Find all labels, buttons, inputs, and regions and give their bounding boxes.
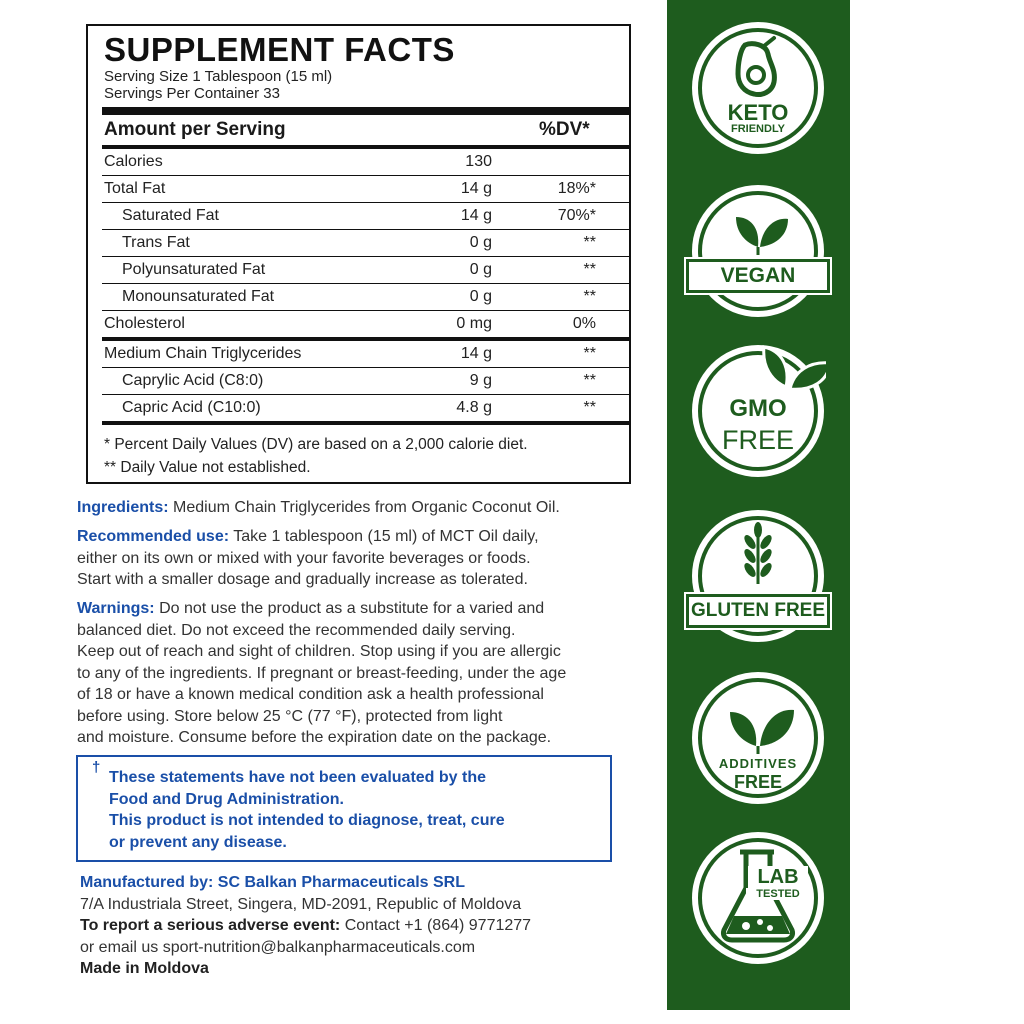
amount-header: Amount per Serving bbox=[104, 119, 286, 140]
warnings-label: Warnings: bbox=[77, 600, 155, 617]
row-name: Trans Fat bbox=[122, 234, 190, 251]
contact-phone: Contact +1 (864) 9771277 bbox=[344, 917, 532, 934]
row-amount: 9 g bbox=[469, 372, 492, 389]
row-amount: 130 bbox=[465, 153, 492, 170]
vegan-badge bbox=[690, 183, 826, 319]
manufacturer-section bbox=[80, 872, 640, 980]
recommended-line: either on its own or mixed with your favorite beverages or foods. bbox=[77, 549, 531, 567]
contact-email: or email us sport-nutrition@balkanpharmaceuticals.com bbox=[80, 938, 476, 956]
warnings-line: Keep out of reach and sight of children. Stop using if you are allergic bbox=[77, 643, 561, 660]
facts-title: SUPPLEMENT FACTS bbox=[104, 31, 455, 68]
row-amount: 0 g bbox=[469, 288, 492, 305]
warnings-line: of 18 or have a known medical condition ask a health professional bbox=[77, 686, 544, 703]
row-amount: 14 g bbox=[460, 207, 492, 224]
row-dv: ** bbox=[583, 372, 596, 389]
fda-line: These statements have not been evaluated by the bbox=[109, 769, 487, 786]
serving-size: Serving Size 1 Tablespoon (15 ml) bbox=[104, 68, 333, 85]
made-in: Made in Moldova bbox=[80, 960, 209, 977]
warnings-line: balanced diet. Do not exceed the recommended daily serving. bbox=[77, 621, 516, 639]
badge-circle bbox=[690, 20, 826, 156]
row-name: Medium Chain Triglycerides bbox=[104, 345, 302, 362]
dagger-symbol: † bbox=[92, 759, 101, 776]
dv-footnote: * Percent Daily Values (DV) are based on a 2,000 calorie diet. bbox=[104, 436, 528, 453]
facts-row-polyunsaturated-fat bbox=[102, 257, 629, 284]
row-name: Polyunsaturated Fat bbox=[122, 261, 266, 278]
fda-line: This product is not intended to diagnose, treat, cure bbox=[109, 812, 505, 829]
facts-row-saturated-fat bbox=[102, 203, 629, 230]
facts-row-caprylic-acid bbox=[102, 368, 629, 395]
dv-not-established-footnote: ** Daily Value not established. bbox=[104, 459, 311, 476]
row-dv: ** bbox=[583, 234, 596, 251]
row-dv: ** bbox=[583, 345, 596, 362]
row-name: Calories bbox=[104, 153, 163, 170]
row-amount: 0 g bbox=[469, 261, 492, 278]
row-name: Monounsaturated Fat bbox=[122, 288, 275, 305]
ingredients-section bbox=[77, 497, 637, 519]
row-amount: 4.8 g bbox=[456, 399, 492, 416]
gmo-free-badge bbox=[690, 343, 826, 479]
badge-subtext: FREE bbox=[721, 425, 794, 455]
fda-disclaimer-text bbox=[109, 767, 589, 853]
badge-circle bbox=[690, 183, 826, 319]
recommended-use-section bbox=[77, 526, 637, 591]
thick-divider bbox=[102, 107, 629, 115]
fda-line: Food and Drug Administration. bbox=[109, 790, 344, 808]
recommended-use-label: Recommended use: bbox=[77, 528, 230, 545]
row-dv: 0% bbox=[572, 315, 596, 332]
row-dv: ** bbox=[583, 288, 596, 305]
row-dv: 18%* bbox=[557, 180, 596, 197]
row-name: Caprylic Acid (C8:0) bbox=[122, 372, 264, 389]
fda-disclaimer-box bbox=[76, 755, 612, 862]
badge-subtext: FREE bbox=[733, 772, 782, 792]
badge-ribbon: GLUTEN FREE bbox=[686, 594, 830, 628]
servings-per-container: Servings Per Container 33 bbox=[104, 85, 280, 102]
badge-subtext: TESTED bbox=[746, 888, 810, 900]
fda-line: or prevent any disease. bbox=[109, 833, 287, 851]
row-name: Capric Acid (C10:0) bbox=[122, 399, 261, 416]
recommended-line: Start with a smaller dosage and gradually increase as tolerated. bbox=[77, 571, 528, 588]
facts-row-monounsaturated-fat bbox=[102, 284, 629, 311]
row-name: Total Fat bbox=[104, 180, 166, 197]
row-dv: ** bbox=[583, 261, 596, 278]
recommended-line: Take 1 tablespoon (15 ml) of MCT Oil daily, bbox=[233, 528, 539, 545]
badge-text: GMO bbox=[729, 395, 787, 422]
badge-subtext: FRIENDLY bbox=[731, 123, 785, 135]
badge-text: KETO bbox=[727, 100, 789, 125]
facts-row-calories bbox=[102, 149, 629, 176]
additives-free-badge bbox=[690, 670, 826, 806]
facts-row-trans-fat bbox=[102, 230, 629, 257]
row-amount: 14 g bbox=[460, 180, 492, 197]
facts-row-cholesterol bbox=[102, 311, 629, 341]
manufacturer-name: SC Balkan Pharmaceuticals SRL bbox=[217, 874, 466, 891]
warnings-line: and moisture. Consume before the expiration date on the package. bbox=[77, 729, 552, 746]
supplement-facts-panel bbox=[86, 24, 631, 484]
facts-row-total-fat bbox=[102, 176, 629, 203]
ingredients-text: Medium Chain Triglycerides from Organic Coconut Oil. bbox=[173, 499, 560, 516]
manufacturer-address: 7/A Industriala Street, Singera, MD-2091, Republic of Moldova bbox=[80, 895, 522, 913]
row-dv: 70%* bbox=[557, 207, 596, 224]
badge-text: LAB bbox=[748, 866, 808, 889]
badge-text: ADDITIVES bbox=[718, 756, 798, 771]
warnings-line: to any of the ingredients. If pregnant or breast-feeding, under the age bbox=[77, 664, 567, 682]
warnings-line: Do not use the product as a substitute for a varied and bbox=[159, 600, 545, 617]
row-amount: 14 g bbox=[460, 345, 492, 362]
row-amount: 0 g bbox=[469, 234, 492, 251]
badge-ribbon: VEGAN bbox=[686, 259, 830, 293]
row-dv: ** bbox=[583, 399, 596, 416]
facts-row-mct bbox=[102, 341, 629, 368]
row-amount: 0 mg bbox=[456, 315, 492, 332]
dv-header: %DV* bbox=[539, 119, 590, 140]
warnings-line: before using. Store below 25 °C (77 °F), protected from light bbox=[77, 707, 503, 725]
facts-header-row bbox=[102, 115, 629, 145]
ingredients-label: Ingredients: bbox=[77, 499, 169, 516]
row-name: Cholesterol bbox=[104, 315, 185, 332]
row-name: Saturated Fat bbox=[122, 207, 219, 224]
facts-row-capric-acid bbox=[102, 395, 629, 425]
lab-tested-badge bbox=[690, 830, 826, 966]
gluten-free-badge bbox=[690, 508, 826, 644]
manufacturer-label: Manufactured by: bbox=[80, 874, 214, 891]
keto-friendly-badge bbox=[690, 20, 826, 156]
report-label: To report a serious adverse event: bbox=[80, 917, 341, 934]
warnings-section bbox=[77, 598, 637, 749]
